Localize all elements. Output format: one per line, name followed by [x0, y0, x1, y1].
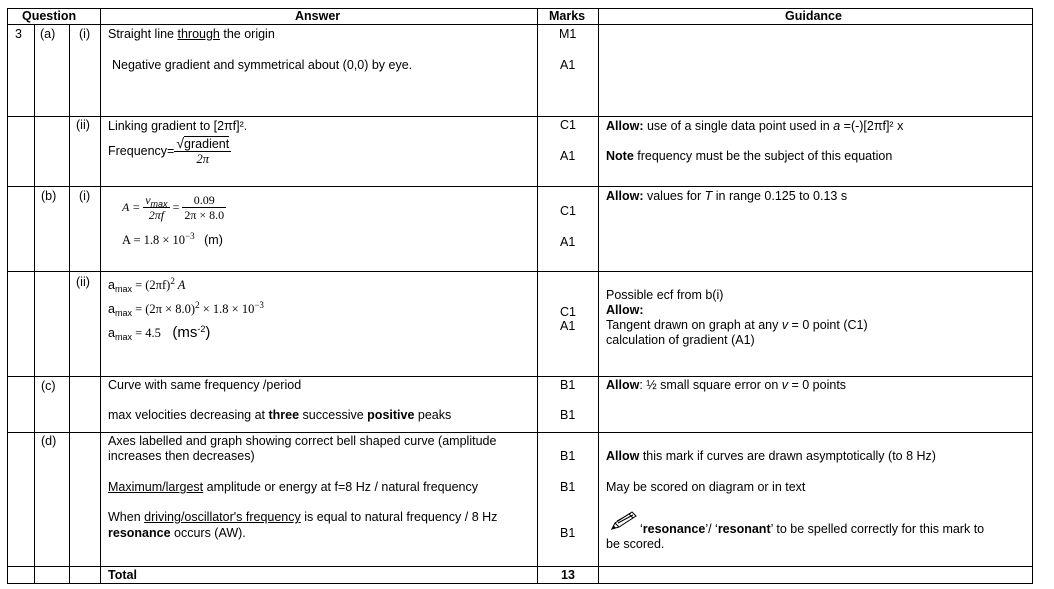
text: = 0 points	[788, 378, 847, 392]
d-answer-line3	[108, 510, 497, 525]
text: ms	[177, 324, 198, 341]
a-ii-guidance1	[606, 119, 903, 134]
text: max	[114, 284, 132, 294]
text: Maximum/largest	[108, 480, 204, 494]
text: resonant	[717, 522, 771, 536]
text: positive	[367, 408, 415, 422]
b-i-mark1: C1	[560, 204, 576, 218]
frequency-label: Frequency=	[108, 144, 175, 158]
b-ii-guidance2	[606, 303, 644, 318]
d-mark1: B1	[560, 449, 576, 463]
c-mark2: B1	[560, 408, 576, 422]
text: A = 1.8 × 10	[122, 233, 186, 247]
header-guidance: Guidance	[785, 9, 842, 23]
text: (m)	[204, 233, 223, 247]
text: = (2π × 8.0)	[131, 302, 196, 316]
text: in range 0.125 to 0.13 s	[712, 189, 848, 203]
header-answer: Answer	[295, 9, 341, 23]
text: ‘	[640, 522, 643, 536]
text: −3	[254, 300, 264, 310]
text: Allow	[606, 378, 640, 392]
text: = (2πf)	[131, 278, 171, 292]
text: Straight line	[108, 27, 178, 41]
text: = 0 point (C1)	[788, 318, 868, 332]
text: max velocities decreasing at	[108, 408, 269, 422]
text: : ½ small square error on	[639, 378, 782, 392]
d-answer-line4	[108, 526, 246, 541]
text: × 1.8 × 10	[199, 302, 255, 316]
text: A	[174, 278, 186, 292]
d-mark3: B1	[560, 526, 576, 540]
text: Allow:	[606, 119, 644, 133]
b-ii-guidance4: calculation of gradient (A1)	[606, 333, 755, 347]
text: driving/oscillator's frequency	[144, 510, 301, 524]
b-ii-mark1: C1	[560, 305, 576, 319]
fraction-denominator: 2π	[196, 152, 210, 166]
b-i-mark2: A1	[560, 235, 576, 249]
pencil-icon	[608, 510, 638, 532]
header-question: Question	[22, 9, 77, 23]
unit: $(ms^{-2})$	[172, 324, 211, 341]
d-guidance1	[606, 449, 936, 464]
d-answer-line1b: increases then decreases)	[108, 449, 255, 463]
d-guidance3-line2: be scored.	[606, 537, 665, 551]
total-label: Total	[108, 568, 137, 582]
text: T	[704, 189, 713, 203]
part-a: (a)	[40, 27, 56, 41]
text: is equal to natural frequency / 8 Hz	[300, 510, 498, 524]
d-mark2: B1	[560, 480, 576, 494]
text: 2	[195, 300, 200, 310]
fraction-numerator	[143, 193, 169, 208]
a-i-mark2: A1	[560, 58, 576, 72]
a-i-answer-line1	[108, 27, 275, 42]
fraction-numerator	[174, 136, 231, 152]
text: through	[177, 27, 220, 41]
text: −3	[185, 231, 195, 241]
text: this mark if curves are drawn asymptotically (to 8 Hz)	[639, 449, 936, 463]
a-ii-guidance2	[606, 149, 892, 164]
text: Allow:	[606, 303, 644, 317]
part-d: (d)	[41, 434, 57, 448]
a-ii-answer-line1: Linking gradient to [2πf]².	[108, 119, 248, 133]
text: Tangent drawn on graph at any	[606, 318, 782, 332]
text: a	[833, 119, 841, 133]
text: v	[781, 318, 789, 332]
text: v	[781, 378, 789, 392]
text: max	[114, 332, 132, 342]
vmax-fraction	[143, 193, 169, 222]
text: values for	[643, 189, 705, 203]
value-fraction	[182, 193, 226, 222]
text: a	[108, 326, 115, 340]
part-b-i: (i)	[79, 189, 91, 203]
a-ii-mark1: C1	[560, 118, 576, 132]
a-i-answer-line2: Negative gradient and symmetrical about (0,0) by eye.	[112, 58, 413, 72]
a-i-mark1: M1	[559, 27, 577, 41]
text: ’/ ‘	[705, 522, 718, 536]
text: peaks	[414, 408, 452, 422]
part-a-ii: (ii)	[76, 118, 90, 132]
text: gradient	[184, 137, 230, 151]
text: ’ to be spelled correctly for this mark to	[770, 522, 985, 536]
text: = 4.5	[131, 326, 161, 340]
part-c: (c)	[41, 379, 56, 393]
text: Note	[606, 149, 634, 163]
text: max	[150, 199, 168, 209]
d-answer-line1a: Axes labelled and graph showing correct bell shaped curve (amplitude	[108, 434, 497, 448]
d-guidance2: May be scored on diagram or in text	[606, 480, 806, 494]
text: When	[108, 510, 145, 524]
text: A =	[122, 200, 141, 214]
text: -2	[197, 324, 206, 334]
text: a	[108, 278, 115, 292]
text: a	[108, 302, 115, 316]
text: Allow:	[606, 189, 644, 203]
c-answer-line2	[108, 408, 451, 423]
question-number: 3	[15, 27, 22, 41]
text: amplitude or energy at f=8 Hz / natural frequency	[203, 480, 478, 494]
fraction-numerator: 0.09	[182, 193, 226, 208]
text: frequency must be the subject of this equation	[633, 149, 893, 163]
text: max	[114, 308, 132, 318]
b-ii-eq2	[108, 302, 264, 317]
text: resonance	[642, 522, 706, 536]
fraction-denominator: 2π × 8.0	[184, 208, 225, 222]
text: =(-)[2πf]² x	[840, 119, 904, 133]
text: =	[172, 200, 180, 214]
d-guidance3-line1	[640, 522, 984, 537]
part-b: (b)	[41, 189, 57, 203]
a-ii-mark2: A1	[560, 149, 576, 163]
c-guidance	[606, 378, 846, 393]
text: use of a single data point used in	[643, 119, 834, 133]
b-i-result	[122, 233, 223, 248]
text: successive	[299, 408, 368, 422]
sqrt-symbol: √	[176, 135, 185, 151]
fraction-denominator: 2πf	[148, 208, 165, 222]
text: v	[145, 193, 151, 207]
text: 2	[170, 276, 175, 286]
part-a-i: (i)	[79, 27, 91, 41]
b-i-equation	[122, 193, 226, 222]
text: resonance	[108, 526, 171, 540]
b-ii-guidance3	[606, 318, 868, 333]
b-ii-mark2: A1	[560, 319, 576, 333]
a-ii-frequency-formula	[108, 136, 231, 166]
text: Allow	[606, 449, 640, 463]
text: three	[268, 408, 300, 422]
c-answer-line1: Curve with same frequency /period	[108, 378, 302, 392]
total-marks: 13	[561, 568, 575, 582]
frequency-fraction	[174, 136, 231, 166]
d-answer-line2	[108, 480, 478, 495]
c-mark1: B1	[560, 378, 576, 392]
part-b-ii: (ii)	[76, 275, 90, 289]
header-marks: Marks	[549, 9, 586, 23]
b-i-guidance	[606, 189, 847, 204]
b-ii-eq3	[108, 325, 210, 341]
text: the origin	[219, 27, 275, 41]
b-ii-guidance1: Possible ecf from b(i)	[606, 288, 724, 302]
text: occurs (AW).	[170, 526, 246, 540]
b-ii-eq1	[108, 278, 185, 293]
